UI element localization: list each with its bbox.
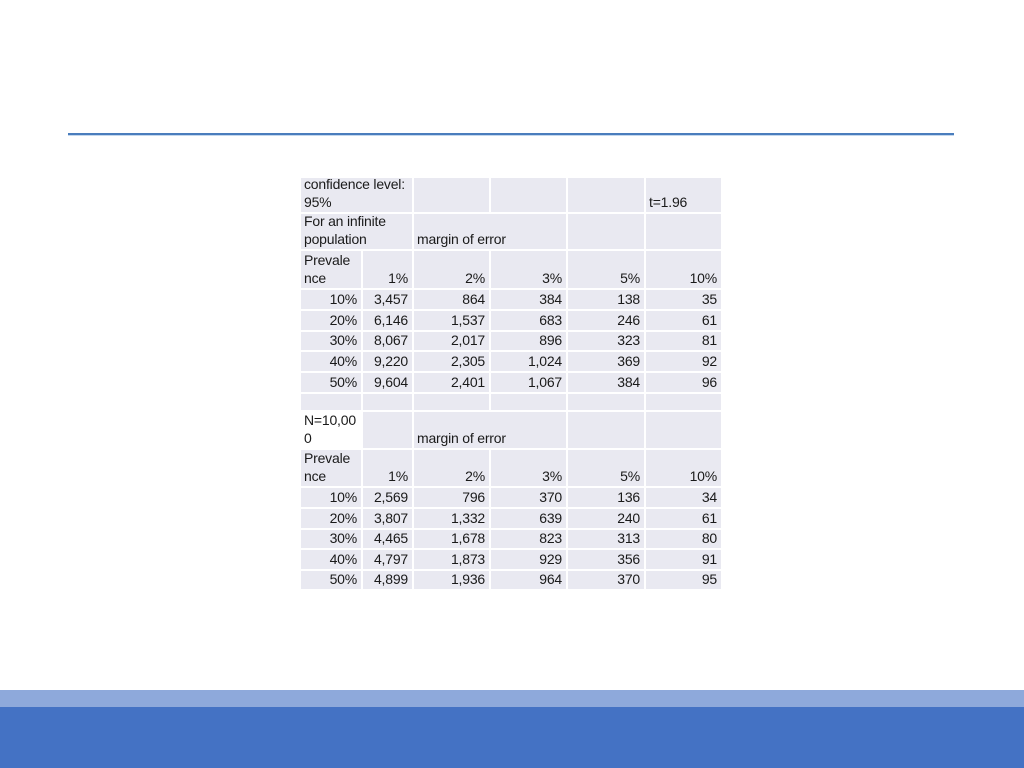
table-cell <box>414 394 491 412</box>
value-cell: 81 <box>646 332 723 352</box>
value-cell: 370 <box>491 488 568 509</box>
value-cell: 3,457 <box>363 290 414 311</box>
value-cell: 4,797 <box>363 550 414 571</box>
table-cell <box>491 178 568 214</box>
value-cell: 34 <box>646 488 723 509</box>
prevalence-cell: 20% <box>301 311 363 332</box>
col-header-cell: 3% <box>491 450 568 488</box>
value-cell: 384 <box>568 373 646 394</box>
value-cell: 823 <box>491 530 568 550</box>
value-cell: 964 <box>491 571 568 591</box>
value-cell: 864 <box>414 290 491 311</box>
col-header-cell: 1% <box>363 251 414 290</box>
prevalence-cell: 40% <box>301 550 363 571</box>
value-cell: 1,537 <box>414 311 491 332</box>
confidence-level-cell: confidence level: 95% <box>301 178 414 214</box>
value-cell: 3,807 <box>363 509 414 530</box>
t-value-cell: t=1.96 <box>646 178 723 214</box>
value-cell: 4,899 <box>363 571 414 591</box>
value-cell: 639 <box>491 509 568 530</box>
value-cell: 384 <box>491 290 568 311</box>
footer-accent-bar-light <box>0 690 1024 707</box>
value-cell: 61 <box>646 311 723 332</box>
value-cell: 95 <box>646 571 723 591</box>
table-cell <box>568 394 646 412</box>
value-cell: 2,017 <box>414 332 491 352</box>
prevalence-cell: 10% <box>301 488 363 509</box>
table-cell <box>646 412 723 450</box>
col-header-cell: 2% <box>414 251 491 290</box>
prevalence-header-cell: Prevalence <box>301 251 363 290</box>
measure-label-cell: margin of error <box>414 214 568 251</box>
value-cell: 796 <box>414 488 491 509</box>
table-cell <box>301 394 363 412</box>
sample-size-table <box>301 178 723 591</box>
table-cell <box>363 394 414 412</box>
value-cell: 370 <box>568 571 646 591</box>
prevalence-cell: 50% <box>301 373 363 394</box>
value-cell: 4,465 <box>363 530 414 550</box>
prevalence-cell: 30% <box>301 530 363 550</box>
value-cell: 61 <box>646 509 723 530</box>
value-cell: 9,220 <box>363 352 414 373</box>
value-cell: 1,067 <box>491 373 568 394</box>
value-cell: 96 <box>646 373 723 394</box>
table-cell <box>363 412 414 450</box>
table-cell <box>568 412 646 450</box>
section-label-cell: For an infinite population <box>301 214 414 251</box>
table-cell <box>568 214 646 251</box>
value-cell: 91 <box>646 550 723 571</box>
value-cell: 356 <box>568 550 646 571</box>
value-cell: 240 <box>568 509 646 530</box>
value-cell: 6,146 <box>363 311 414 332</box>
value-cell: 683 <box>491 311 568 332</box>
prevalence-cell: 20% <box>301 509 363 530</box>
value-cell: 2,569 <box>363 488 414 509</box>
value-cell: 1,332 <box>414 509 491 530</box>
value-cell: 136 <box>568 488 646 509</box>
table-cell <box>646 214 723 251</box>
prevalence-cell: 30% <box>301 332 363 352</box>
value-cell: 2,401 <box>414 373 491 394</box>
value-cell: 1,678 <box>414 530 491 550</box>
section-label-cell: N=10,000 <box>301 412 363 450</box>
value-cell: 896 <box>491 332 568 352</box>
col-header-cell: 10% <box>646 450 723 488</box>
value-cell: 1,936 <box>414 571 491 591</box>
value-cell: 323 <box>568 332 646 352</box>
value-cell: 8,067 <box>363 332 414 352</box>
value-cell: 9,604 <box>363 373 414 394</box>
value-cell: 80 <box>646 530 723 550</box>
table-cell <box>414 178 491 214</box>
value-cell: 92 <box>646 352 723 373</box>
title-divider-line <box>68 133 954 135</box>
col-header-cell: 10% <box>646 251 723 290</box>
prevalence-cell: 50% <box>301 571 363 591</box>
table-cell <box>568 178 646 214</box>
table-cell <box>491 394 568 412</box>
value-cell: 1,873 <box>414 550 491 571</box>
footer-bar-dark <box>0 707 1024 768</box>
value-cell: 313 <box>568 530 646 550</box>
value-cell: 246 <box>568 311 646 332</box>
measure-label-cell: margin of error <box>414 412 568 450</box>
value-cell: 929 <box>491 550 568 571</box>
value-cell: 138 <box>568 290 646 311</box>
col-header-cell: 2% <box>414 450 491 488</box>
col-header-cell: 5% <box>568 450 646 488</box>
prevalence-header-cell: Prevalence <box>301 450 363 488</box>
col-header-cell: 3% <box>491 251 568 290</box>
prevalence-cell: 10% <box>301 290 363 311</box>
value-cell: 2,305 <box>414 352 491 373</box>
value-cell: 35 <box>646 290 723 311</box>
col-header-cell: 5% <box>568 251 646 290</box>
value-cell: 1,024 <box>491 352 568 373</box>
table-cell <box>646 394 723 412</box>
prevalence-cell: 40% <box>301 352 363 373</box>
value-cell: 369 <box>568 352 646 373</box>
col-header-cell: 1% <box>363 450 414 488</box>
